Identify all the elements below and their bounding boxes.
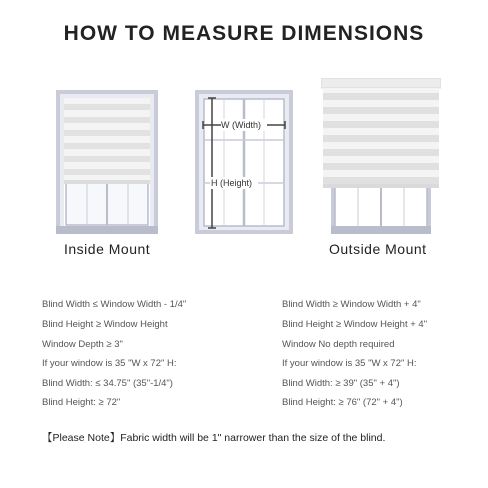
inside-spec-example-width: Blind Width: ≤ 34.75" (35"-1/4") [42,378,173,389]
width-marker-label: W (Width) [221,120,261,130]
outside-spec-example-height: Blind Height: ≥ 76" (72" + 4") [282,397,403,408]
measurement-window-diagram [195,90,293,234]
inside-spec-example-height: Blind Height: ≥ 72" [42,397,121,408]
fabric-width-note: 【Please Note】Fabric width will be 1" narrower than the size of the blind. [42,432,386,444]
inside-spec-blind-width: Blind Width ≤ Window Width - 1/4" [42,299,187,310]
inside-spec-window-depth: Window Depth ≥ 3" [42,339,123,350]
outside-mount-diagram [321,78,441,234]
inside-spec-blind-height: Blind Height ≥ Window Height [42,319,168,330]
inside-mount-diagram [56,90,158,234]
inside-mount-label: Inside Mount [64,241,151,257]
outside-spec-window-depth: Window No depth required [282,339,395,350]
height-marker-label: H (Height) [211,178,253,188]
outside-spec-blind-width: Blind Width ≥ Window Width + 4" [282,299,421,310]
inside-spec-example: If your window is 35 "W x 72" H: [42,358,177,369]
outside-spec-example: If your window is 35 "W x 72" H: [282,358,417,369]
outside-spec-blind-height: Blind Height ≥ Window Height + 4" [282,319,428,330]
page-title: HOW TO MEASURE DIMENSIONS [63,22,425,45]
outside-mount-label: Outside Mount [329,241,427,257]
outside-spec-example-width: Blind Width: ≥ 39" (35" + 4") [282,378,400,389]
